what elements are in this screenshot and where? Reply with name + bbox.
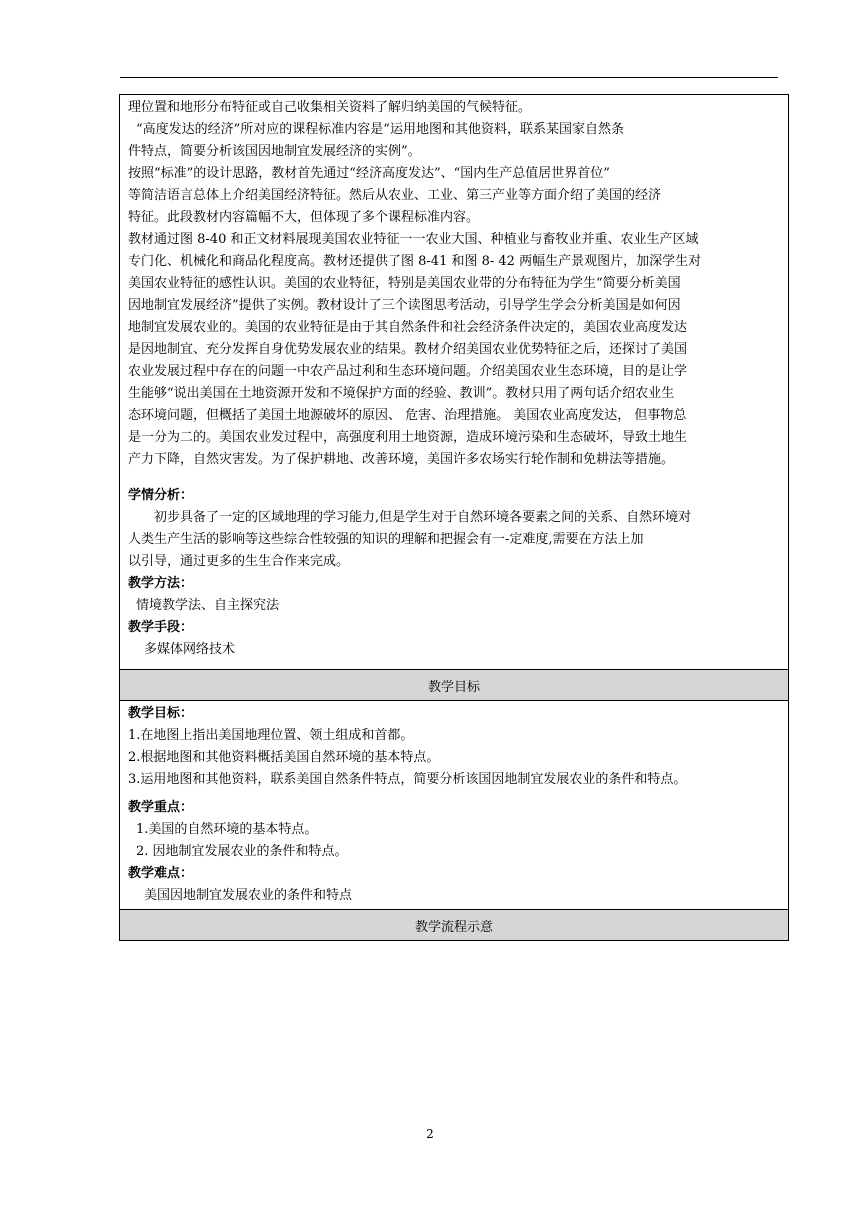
content-line: 是因地制宜、充分发挥自身优势发展农业的结果。教材介绍美国农业优势特征之后，还探讨了美国 (128, 342, 688, 357)
header-rule (120, 77, 778, 78)
content-line: 地制宜发展农业的。美国的农业特征是由于其自然条件和社会经济条件决定的，美国农业高度发达 (128, 320, 688, 335)
objective-item: 1.在地图上指出美国地理位置、领土组成和首都。 (128, 728, 414, 743)
content-line: 是一分为二的。美国农业发过程中，高强度利用土地资源，造成环境污染和生态破坏，导致土地生 (128, 430, 688, 445)
key-points-heading: 教学重点： (128, 800, 194, 815)
content-line: 按照“标准”的设计思路，教材首先通过“经济高度发达”、“国内生产总值居世界首位” (128, 166, 610, 181)
content-line: 教材通过图 8-40 和正文材料展现美国农业特征一一农业大国、种植业与畜牧业并重、农业生产区域 (128, 232, 699, 247)
student-analysis-line: 以引导，通过更多的生生合作来完成。 (128, 554, 350, 569)
teaching-means-heading: 教学手段： (128, 620, 194, 635)
objectives-band: 教学目标 (120, 669, 788, 701)
teaching-means-text: 多媒体网络技术 (144, 642, 236, 657)
objective-item: 2.根据地图和其他资料概括美国自然环境的基本特点。 (128, 750, 440, 765)
page-number: 2 (426, 1127, 434, 1141)
student-analysis-line: 人类生产生活的影响等这些综合性较强的知识的理解和把握会有一-定难度,需要在方法上加 (128, 532, 644, 547)
difficult-points-heading: 教学难点： (128, 866, 194, 881)
content-line: 态环境问题，但概括了美国土地源破坏的原因、 危害、治理措施。 美国农业高度发达， 但事物总 (128, 408, 687, 423)
student-analysis-line: 初步具备了一定的区域地理的学习能力,但是学生对于自然环境各要素之间的关系、自然环境对 (154, 510, 692, 525)
key-point-item: 1.美国的自然环境的基本特点。 (136, 822, 318, 837)
objective-item: 3.运用地图和其他资料，联系美国自然条件特点，简要分析该国因地制宜发展农业的条件和特点。 (128, 772, 687, 787)
objectives-heading: 教学目标： (128, 706, 194, 721)
content-line: 生能够“说出美国在土地资源开发和不境保护方面的经验、教训”。教材只用了两句话介绍农业生 (128, 386, 675, 401)
content-analysis-cell (120, 95, 788, 669)
content-line: 产力下降，自然灾害发。为了保护耕地、改善环境，美国许多农场实行轮作制和免耕法等措施。 (128, 452, 675, 467)
content-line: 农业发展过程中存在的问题一中农产品过利和生态环境问题。介绍美国农业生态环境，目的是让学 (128, 364, 688, 379)
difficult-points-text: 美国因地制宜发展农业的条件和特点 (144, 888, 353, 903)
teaching-method-heading: 教学方法： (128, 576, 194, 591)
content-line: 专门化、机械化和商品化程度高。教材还提供了图 8-41 和图 8- 42 两幅生产景观图片，加深学生对 (128, 254, 702, 269)
lesson-plan-table (119, 94, 789, 941)
key-point-item: 2. 因地制宜发展农业的条件和特点。 (136, 844, 348, 859)
objectives-cell (120, 701, 788, 909)
content-line: “高度发达的经济”所对应的课程标准内容是“运用地图和其他资料，联系某国家自然条 (136, 122, 624, 137)
flow-band: 教学流程示意 (120, 909, 788, 940)
content-line: 件特点，简要分析该国因地制宜发展经济的实例”。 (128, 144, 421, 159)
teaching-method-text: 情境教学法、自主探究法 (136, 598, 280, 613)
student-analysis-heading: 学情分析： (128, 488, 194, 503)
content-line: 理位置和地形分布特征或自己收集相关资料了解归纳美国的气候特征。 (128, 100, 532, 115)
content-line: 等简洁语言总体上介绍美国经济特征。然后从农业、工业、第三产业等方面介绍了美国的经济 (128, 188, 662, 203)
content-line: 美国农业特征的感性认识。美国的农业特征，特别是美国农业带的分布特征为学生“简要分析美国 (128, 276, 681, 291)
content-line: 因地制宜发展经济”提供了实例。教材设计了三个读图思考活动，引导学生学会分析美国是如何因 (128, 298, 681, 313)
content-line: 特征。此段教材内容篇幅不大，但体现了多个课程标准内容。 (128, 210, 480, 225)
